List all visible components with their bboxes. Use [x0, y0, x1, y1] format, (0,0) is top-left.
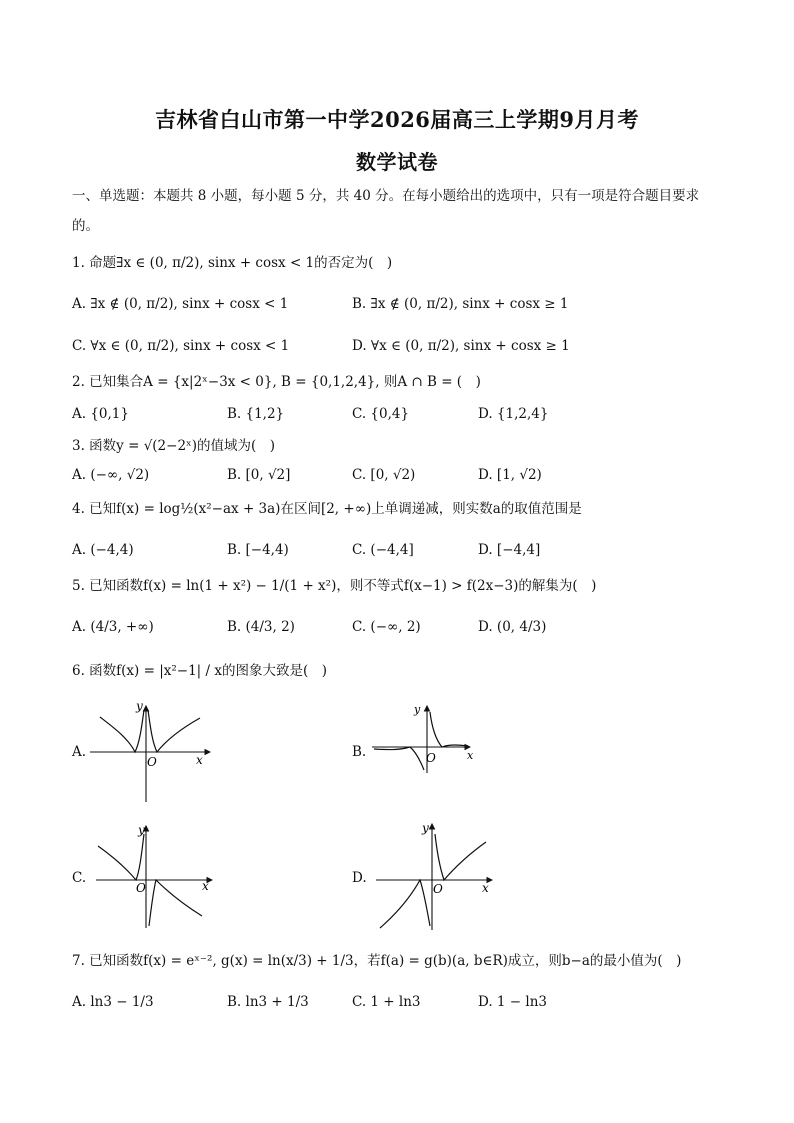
q5-option-d[interactable]: D. (0, 4/3) [478, 619, 547, 635]
y-label: y [136, 700, 143, 713]
q6-option-d-label[interactable]: D. [352, 870, 367, 886]
origin-label: O [433, 882, 443, 896]
y-label: y [138, 823, 145, 837]
question-1: 1. 命题∃x ∈ (0, π/2), sinx + cosx < 1的否定为( ) [72, 255, 393, 271]
q2-option-b[interactable]: B. {1,2} [227, 406, 285, 422]
q3-option-d[interactable]: D. [1, √2) [478, 467, 542, 483]
q1-option-d[interactable]: D. ∀x ∈ (0, π/2), sinx + cosx ≥ 1 [352, 338, 570, 354]
q6-graph-b[interactable] [370, 700, 480, 775]
curve-right [435, 834, 486, 880]
curve-left [98, 834, 144, 880]
question-3: 3. 函数y = √(2−2ˣ)的值域为( ) [72, 438, 276, 454]
x-label: x [467, 749, 474, 762]
curve-left [374, 747, 424, 770]
section-heading-cont: 的。 [72, 218, 99, 234]
curve-right [149, 880, 202, 926]
q1-option-b[interactable]: B. ∃x ∉ (0, π/2), sinx + cosx ≥ 1 [352, 296, 569, 312]
curve-left [380, 880, 430, 928]
q5-option-c[interactable]: C. (−∞, 2) [352, 619, 421, 635]
q7-option-a[interactable]: A. ln3 − 1/3 [72, 994, 154, 1010]
curve-left [100, 710, 144, 752]
q6-option-b-label[interactable]: B. [352, 744, 367, 760]
q4-option-c[interactable]: C. (−4,4] [352, 542, 414, 558]
q1-option-a[interactable]: A. ∃x ∉ (0, π/2), sinx + cosx < 1 [72, 296, 289, 312]
q7-option-c[interactable]: C. 1 + ln3 [352, 994, 421, 1010]
y-label: y [414, 703, 421, 716]
origin-label: O [136, 881, 146, 895]
x-label: x [202, 879, 209, 893]
x-label: x [196, 753, 203, 767]
q4-option-a[interactable]: A. (−4,4) [72, 542, 134, 558]
q7-option-d[interactable]: D. 1 − ln3 [478, 994, 548, 1010]
q2-option-a[interactable]: A. {0,1} [72, 406, 129, 422]
origin-label: O [147, 755, 157, 769]
q6-option-a-label[interactable]: A. [72, 744, 87, 760]
q6-graph-d[interactable] [374, 818, 504, 933]
q7-option-b[interactable]: B. ln3 + 1/3 [227, 994, 309, 1010]
origin-label: O [426, 751, 436, 765]
q3-option-c[interactable]: C. [0, √2) [352, 467, 416, 483]
q5-option-a[interactable]: A. (4/3, +∞) [72, 619, 154, 635]
curve-right [430, 712, 468, 747]
school-title: 吉林省白山市第一中学2026届高三上学期9月月考 [154, 107, 640, 132]
q6-option-c-label[interactable]: C. [72, 870, 87, 886]
curve-right [148, 710, 200, 752]
question-6: 6. 函数f(x) = |x²−1| / x的图象大致是( ) [72, 663, 328, 679]
q4-option-b[interactable]: B. [−4,4) [227, 542, 289, 558]
q2-option-d[interactable]: D. {1,2,4} [478, 406, 549, 422]
question-2: 2. 已知集合A = {x|2ˣ−3x < 0}, B = {0,1,2,4}, 则A ∩ B = ( ) [72, 374, 481, 390]
section-heading: 一、单选题：本题共 8 小题，每小题 5 分，共 40 分。在每小题给出的选项中，只有一项是符合题目要求 [72, 188, 700, 204]
q6-graph-a[interactable] [88, 700, 218, 805]
q4-option-d[interactable]: D. [−4,4] [478, 542, 541, 558]
q2-option-c[interactable]: C. {0,4} [352, 406, 410, 422]
q3-option-b[interactable]: B. [0, √2] [227, 467, 291, 483]
x-label: x [482, 881, 489, 895]
question-5: 5. 已知函数f(x) = ln(1 + x²) − 1/(1 + x²)，则不等式f(x−1) > f(2x−3)的解集为( ) [72, 578, 597, 594]
q6-graph-c[interactable] [94, 820, 224, 930]
question-7: 7. 已知函数f(x) = eˣ⁻², g(x) = ln(x/3) + 1/3，若f(a) = g(b)(a, b∈R)成立，则b−a的最小值为( ) [72, 953, 682, 969]
q3-option-a[interactable]: A. (−∞, √2) [72, 467, 150, 483]
y-label: y [422, 821, 429, 835]
q5-option-b[interactable]: B. (4/3, 2) [227, 619, 295, 635]
question-4: 4. 已知f(x) = log½(x²−ax + 3a)在区间[2, +∞)上单调递减，则实数a的取值范围是 [72, 501, 582, 517]
q1-option-c[interactable]: C. ∀x ∈ (0, π/2), sinx + cosx < 1 [72, 338, 290, 354]
subject-title: 数学试卷 [356, 150, 438, 174]
